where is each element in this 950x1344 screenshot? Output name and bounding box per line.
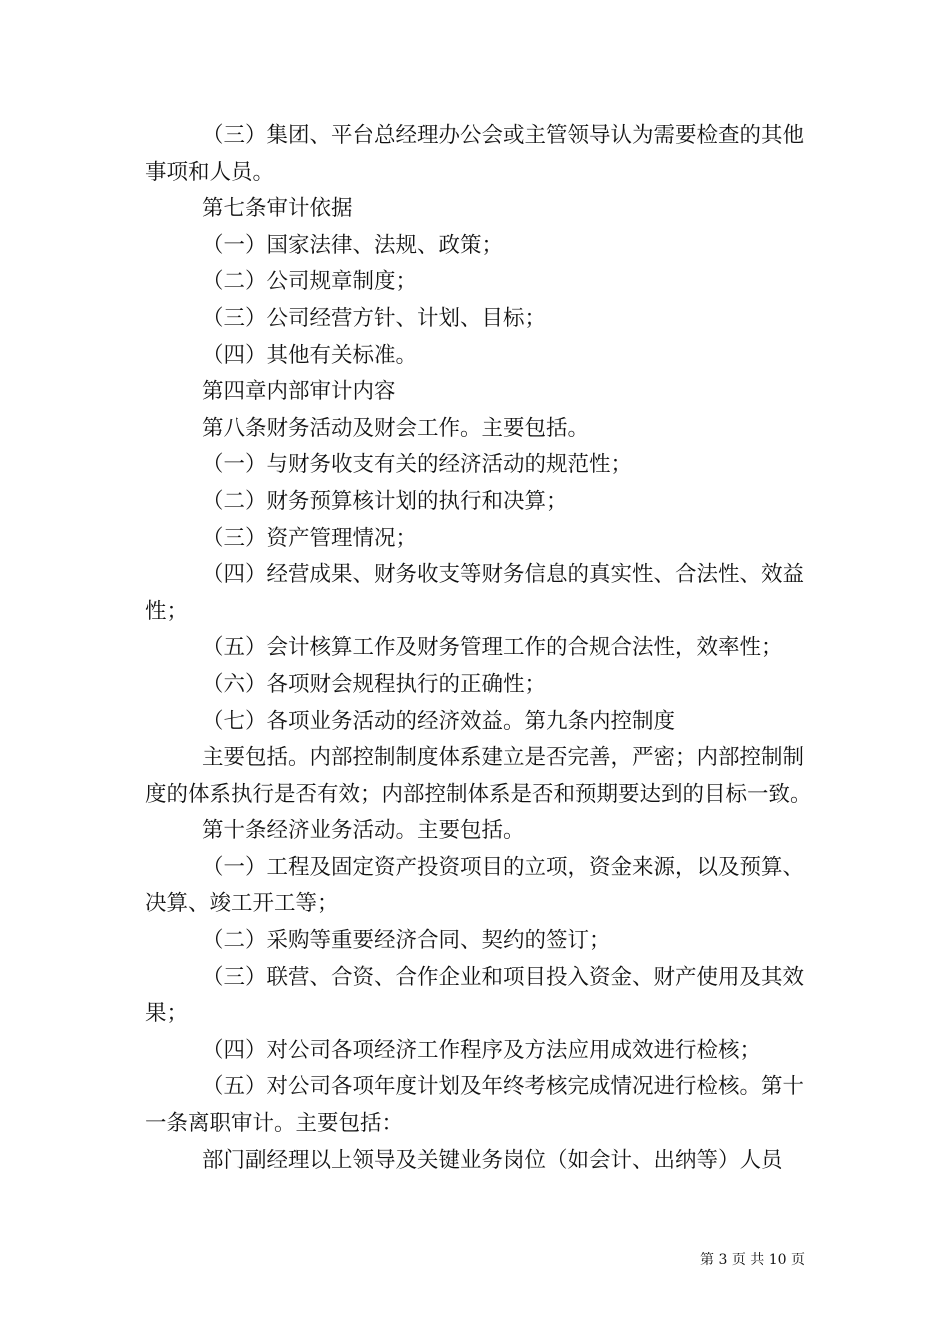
paragraph: （二）公司规章制度； [202,269,418,295]
paragraph: （五）对公司各项年度计划及年终考核完成情况进行检核。第十一条离职审计。主要包括： [145,1074,805,1137]
paragraph: （一）国家法律、法规、政策； [202,232,504,258]
chapter-heading: 第四章内部审计内容 [202,379,396,405]
paragraph: 第七条审计依据 [202,196,353,222]
paragraph: 第十条经济业务活动。主要包括。 [202,818,525,844]
document-body [145,118,815,1179]
paragraph: （五）会计核算工作及财务管理工作的合规合法性，效率性； [202,635,783,661]
paragraph: （四）经营成果、财务收支等财务信息的真实性、合法性、效益性； [145,562,805,624]
paragraph: 第八条财务活动及财会工作。主要包括。 [202,415,590,441]
paragraph: 主要包括。内部控制制度体系建立是否完善，严密；内部控制制度的体系执行是否有效；内部控制体系是否和预期要达到的目标一致。 [145,745,812,807]
paragraph: （一）与财务收支有关的经济活动的规范性； [202,452,633,478]
paragraph: （四）其他有关标准。 [202,342,418,368]
paragraph: （二）采购等重要经济合同、契约的签订； [202,928,611,954]
paragraph: （六）各项财会规程执行的正确性； [202,671,547,697]
paragraph: （一）工程及固定资产投资项目的立项，资金来源，以及预算、决算、竣工开工等； [145,854,805,917]
paragraph: （四）对公司各项经济工作程序及方法应用成效进行检核； [202,1037,762,1063]
paragraph: （三）集团、平台总经理办公会或主管领导认为需要检查的其他事项和人员。 [145,123,805,185]
paragraph: （三）联营、合资、合作企业和项目投入资金、财产使用及其效果； [145,964,805,1027]
paragraph: （七）各项业务活动的经济效益。第九条内控制度 [202,708,676,734]
page-number-footer: 第 3 页 共 10 页 [700,1252,805,1268]
paragraph: 部门副经理以上领导及关键业务岗位（如会计、出纳等）人员 [202,1147,783,1173]
paragraph: （三）资产管理情况； [202,525,418,551]
paragraph: （三）公司经营方针、计划、目标； [202,305,547,331]
paragraph: （二）财务预算核计划的执行和决算； [202,488,568,514]
